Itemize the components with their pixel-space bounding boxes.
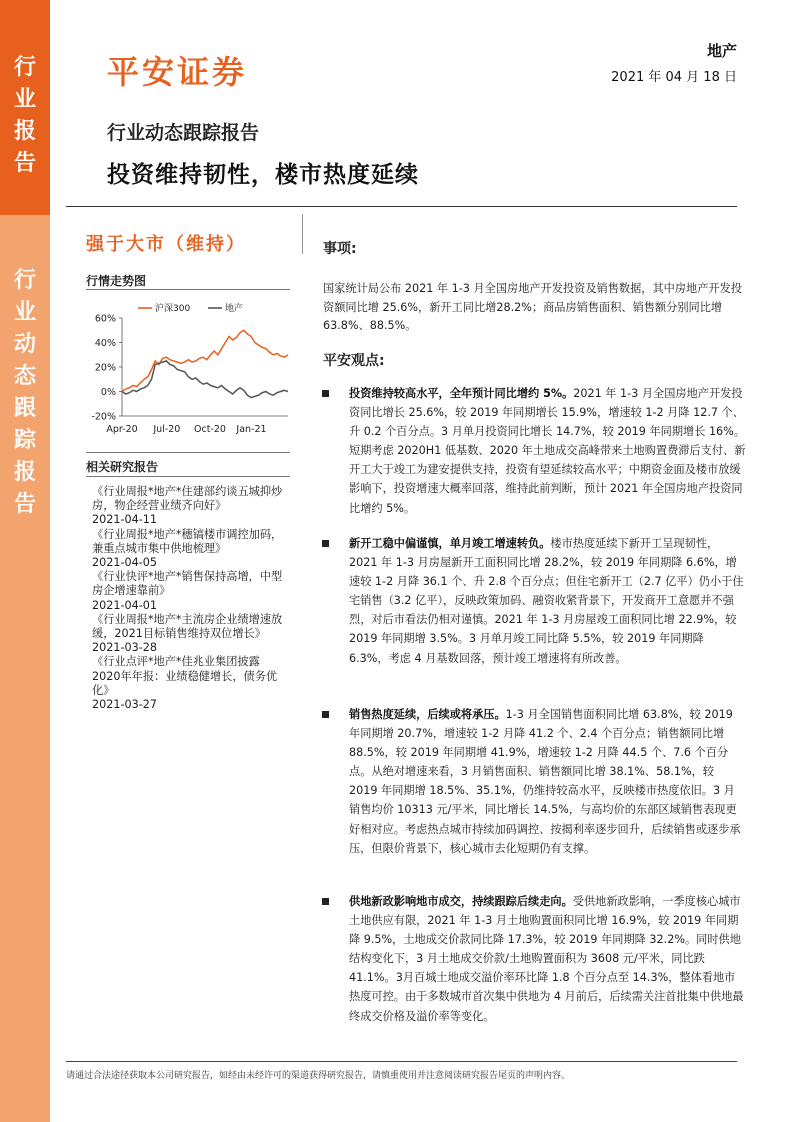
x-tick-label: Apr-20 xyxy=(106,424,138,435)
event-heading: 事项: xyxy=(323,241,357,257)
series-line-real-estate xyxy=(122,361,288,398)
report-date: 2021-03-28 xyxy=(92,641,158,655)
view-text: 1-3 月全国销售面积同比增 63.8%，较 2019 年同期增 20.7%，增速较 1-2 月降 41.2 个、2.4 个百分点；销售额同比增 88.5%，较 2019 年同期增 41.9%，增速较 1-2 月降 44.5 个、7.6 个百分点。从绝对增速来看，3 月销售面积、销售额同比增 38.1%、58.1%，较 2019 年同期增 18.5%、35.1%，仍维持较高水平，反映楼市热度依旧。3 月销售均价 10313 元/平米，同比增长 14.5%，与高均价的东部区域销售表现更好相对应。考虑热点城市持续加码调控、按揭利率逐步回升，后续销售或逐步承压，但限价背景下，核心城市去化短期仍有支撑。 xyxy=(349,708,741,855)
sidebar-bottom-label: 行 业 动 态 跟 踪 报 告 xyxy=(13,268,36,517)
rating-label: 强于大市（维持） xyxy=(86,234,246,255)
related-section-title: 相关研究报告 xyxy=(86,460,159,474)
x-tick-label: Jul-20 xyxy=(153,424,181,435)
report-date: 2021-04-01 xyxy=(92,598,158,612)
view-lead: 投资维持较高水平，全年预计同比增约 5%。 xyxy=(349,387,574,400)
bullet-icon xyxy=(322,540,329,547)
chart-section-title: 行情走势图 xyxy=(86,274,147,288)
related-section-rule-top xyxy=(86,452,290,453)
view-text: 楼市热度延续下新开工呈现韧性，2021 年 1-3 月房屋新开工面积同比增 28.2%，较 2019 年同期降 6.6%，增速较 1-2 月降 36.1 个、升 2.8 个百分点；但住宅新开工（2.7 亿平）仍小于住宅销售（3.2 亿平），反映政策加码、融资收紧背景下，开发商开工意愿并不强烈，对后市看法仍相对谨慎。2021 年 1-3 月房屋竣工面积同比增 22.9%，较 2019 年同期增 3.5%。3 月单月竣工同比降 5.5%，较 2019 年同期降 6.3%，考虑 4 月基数回落，预计竣工增速将有所改善。 xyxy=(349,537,744,665)
bullet-icon xyxy=(322,711,329,718)
report-type: 行业动态跟踪报告 xyxy=(107,122,260,144)
footer-disclaimer: 请通过合法途径获取本公司研究报告，如经由未经许可的渠道获得研究报告，请慎重使用并注意阅读研究报告尾页的声明内容。 xyxy=(66,1071,571,1081)
y-tick-label: -20% xyxy=(91,411,116,423)
footer-divider xyxy=(66,1061,737,1062)
report-title: 《行业周报*地产*住建部约谈五城抑炒房，物企经营业绩齐向好》 xyxy=(92,485,283,513)
sidebar-bottom xyxy=(0,215,50,1122)
view-lead: 新开工稳中偏谨慎，单月竣工增速转负。 xyxy=(349,537,551,550)
list-item[interactable] xyxy=(92,485,288,528)
legend-label: 地产 xyxy=(225,304,244,314)
industry-label: 地产 xyxy=(706,42,737,60)
list-item[interactable] xyxy=(92,613,288,656)
report-date: 2021-04-11 xyxy=(92,513,158,527)
report-title: 《行业周报*地产*主流房企业绩增速放缓，2021目标销售维持双位增长》 xyxy=(92,612,283,641)
y-tick-label: 20% xyxy=(94,362,116,374)
list-item[interactable] xyxy=(92,570,288,613)
view-lead: 销售热度延续，后续或将承压。 xyxy=(349,708,506,721)
sidebar-top xyxy=(0,0,50,215)
series-line-hs300 xyxy=(122,330,288,391)
view-item xyxy=(322,892,746,1026)
legend-label: 沪深300 xyxy=(155,304,191,314)
view-text: 受供地新政影响，一季度核心城市土地供应有限，2021 年 1-3 月土地购置面积同比增 16.9%，较 2019 年同期降 9.5%，土地成交价款同比降 17.3%，较 2019 年同期降 32.2%。同时供地结构变化下，3 月土地成交价款/土地购置面积为 3608 元/平米，同比跌 41.1%。3月百城土地成交溢价率环比降 1.8 个百分点至 14.3%，整体看地市热度可控。由于多数城市首次集中供地为 4 月前后，后续需关注首批集中供地最终成交价格及溢价率等变化。 xyxy=(349,895,744,1023)
report-title: 《行业周报*地产*穗镐楼市调控加码，兼重点城市集中供地梳理》 xyxy=(92,527,283,555)
company-logo: 平安证券 xyxy=(107,54,248,90)
report-title: 《行业点评*地产*佳兆业集团披露2020年年报：业绩稳健增长，债务优化》 xyxy=(92,655,278,697)
related-reports-list xyxy=(92,485,288,712)
x-tick-label: Jan-21 xyxy=(236,424,267,435)
sidebar-top-label: 行 业 报 告 xyxy=(13,55,36,176)
bullet-icon xyxy=(322,898,329,905)
views-heading: 平安观点: xyxy=(323,353,385,369)
view-item xyxy=(322,384,746,518)
view-item xyxy=(322,534,746,668)
report-date: 2021 年 04 月 18 日 xyxy=(611,70,737,85)
report-date: 2021-03-27 xyxy=(92,698,158,712)
page-title: 投资维持韧性，楼市热度延续 xyxy=(107,162,419,188)
y-tick-label: 60% xyxy=(94,313,116,325)
list-item[interactable] xyxy=(92,528,288,571)
column-divider xyxy=(302,214,303,254)
bullet-icon xyxy=(322,390,329,397)
report-title: 《行业快评*地产*销售保持高增，中型房企增速靠前》 xyxy=(92,570,283,598)
event-text: 国家统计局公布 2021 年 1-3 月全国房地产开发投资及销售数据，其中房地产开发投资额同比增 25.6%，新开工同比增28.2%；商品房销售面积、销售额分别同比增 63.8%、88.5%。 xyxy=(323,282,742,332)
related-section-rule xyxy=(86,476,290,477)
view-text: 2021 年 1-3 月全国房地产开发投资同比增长 25.6%，较 2019 年同期增长 15.9%，增速较 1-2 月降 12.7 个、升 0.2 个百分点。3 月单月投资同比增长 14.7%，较 2019 年同期增长 16%。短期考虑 2020H1 低基数、2020 年土地成交高峰带来土地购置费滞后支付、新开工大于竣工为建安提供支持，投资有望延续较高水平；中期资金面及楼市放缓影响下，投资增速大概率回落，维持此前判断，预计 2021 年全国房地产投资同比增约 5%。 xyxy=(349,387,746,515)
header-divider xyxy=(66,206,737,207)
y-tick-label: 40% xyxy=(94,338,116,349)
report-date: 2021-04-05 xyxy=(92,556,158,570)
chart-section-rule xyxy=(86,289,290,290)
list-item[interactable] xyxy=(92,655,288,712)
view-item xyxy=(322,705,746,858)
y-tick-label: 0% xyxy=(100,387,116,398)
x-tick-label: Oct-20 xyxy=(194,424,226,435)
market-trend-chart xyxy=(80,296,292,446)
view-lead: 供地新政影响地市成交，持续跟踪后续走向。 xyxy=(349,895,573,908)
